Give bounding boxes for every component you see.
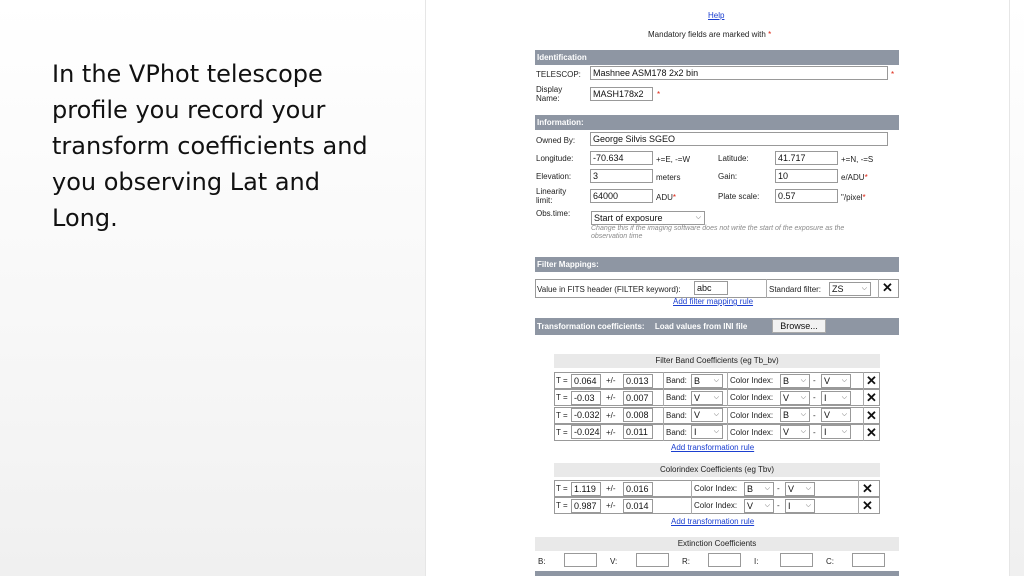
add-transformation-rule-link-2[interactable]: Add transformation rule [671,517,755,526]
display-name-input[interactable]: MASH178x2 [590,87,653,101]
chevron-down-icon: ⌵ [713,428,719,436]
delete-filter-mapping-icon[interactable]: ✕ [882,280,893,295]
elevation-input[interactable]: 3 [590,169,653,183]
obs-time-note-2: observation time [591,233,643,240]
band-select-value: B [694,375,701,386]
chevron-down-icon: ⌵ [800,428,806,436]
slide-caption: In the VPhot telescope profile you record your transform coefficients and you observing Lat and Long. [52,60,368,232]
chevron-down-icon: ⌵ [841,376,847,384]
divider [863,372,864,389]
divider [663,372,664,389]
chevron-down-icon: ⌵ [841,393,847,401]
color-index-first-select-value: B [783,410,790,421]
required-mark: * [864,173,868,182]
color-index-first-select-value: V [783,427,790,438]
chevron-down-icon: ⌵ [805,484,811,492]
error-input[interactable]: 0.013 [623,374,653,388]
color-index-second-select-value: V [788,483,795,494]
color-index-first-select-value: V [783,392,790,403]
obs-time-label: Obs.time: [536,209,571,218]
band-label: Band: [666,410,687,420]
plus-minus-label: +/- [606,393,616,403]
color-index-second-select[interactable] [821,408,851,422]
help-link[interactable]: Help [708,11,725,20]
longitude-hint: +=E, -=W [656,155,691,164]
chevron-down-icon: ⌵ [713,411,719,419]
extinction-input[interactable] [852,553,885,567]
color-index-label: Color Index: [730,427,774,437]
vphot-telescope-profile-form [425,0,1010,576]
color-index-first-select[interactable] [780,425,810,439]
linearity-unit-text: ADU [656,193,673,202]
required-mark: * [657,90,661,99]
t-value-input[interactable]: 0.987 [571,499,601,513]
color-index-first-select[interactable] [744,482,774,496]
color-index-second-select-value: I [824,392,827,403]
error-input[interactable]: 0.007 [623,391,653,405]
telescop-input[interactable]: Mashnee ASM178 2x2 bin [590,66,888,80]
color-index-first-select-value: B [747,483,754,494]
color-index-second-select-value: V [824,410,831,421]
color-index-second-select[interactable] [821,425,851,439]
extinction-input[interactable] [708,553,741,567]
delete-row-icon[interactable]: ✕ [866,407,877,423]
extinction-label: C: [826,557,834,566]
color-index-second-select-value: I [824,427,827,438]
longitude-input[interactable]: -70.634 [590,151,653,165]
elevation-label: Elevation: [536,172,572,181]
divider [863,389,864,406]
transformation-header-text: Transformation coefficients: [537,322,645,331]
latitude-hint: +=N, -=S [841,155,874,164]
divider [863,424,864,441]
color-index-first-select[interactable] [780,391,810,405]
band-label: Band: [666,427,687,437]
delete-row-icon[interactable]: ✕ [866,390,877,406]
dash-label: - [813,410,816,420]
divider [727,372,728,389]
dash-label: - [813,393,816,403]
band-select-value: V [694,392,701,403]
band-select-value: I [694,427,697,438]
chevron-down-icon: ⌵ [764,501,770,509]
error-input[interactable]: 0.014 [623,499,653,513]
latitude-input[interactable]: 41.717 [775,151,838,165]
chevron-down-icon: ⌵ [861,285,867,292]
divider [691,480,692,497]
divider [727,389,728,406]
owned-by-input[interactable]: George Silvis SGEO [590,132,888,146]
filter-band-title: Filter Band Coefficients (eg Tb_bv) [554,354,880,368]
color-index-second-select[interactable] [785,482,815,496]
delete-row-icon[interactable]: ✕ [862,481,873,496]
divider [663,407,664,424]
chevron-down-icon: ⌵ [695,214,701,221]
dash-label: - [777,484,780,493]
required-mark: * [862,193,866,202]
information-header: Information: [535,115,899,130]
mandatory-note [648,30,771,39]
t-value-input[interactable]: -0.032 [571,408,601,422]
divider [858,497,859,514]
band-select-value: V [694,410,701,421]
plus-minus-label: +/- [606,501,616,511]
t-label: T = [556,501,568,511]
color-index-first-select[interactable] [780,408,810,422]
color-index-label: Color Index: [730,376,774,385]
color-index-label: Color Index: [730,410,774,420]
color-index-second-select[interactable] [821,374,851,388]
chevron-down-icon: ⌵ [805,501,811,509]
delete-row-icon[interactable]: ✕ [866,373,877,388]
next-section-bar [535,571,899,576]
chevron-down-icon: ⌵ [800,393,806,401]
color-index-second-select[interactable] [821,391,851,405]
standard-filter-label: Standard filter: [769,285,822,294]
t-value-input[interactable]: -0.024 [571,425,601,439]
linearity-label-2: limit: [536,196,553,205]
plus-minus-label: +/- [606,376,616,385]
elevation-unit: meters [656,173,681,182]
divider [691,497,692,514]
t-value-input[interactable]: 0.064 [571,374,601,388]
t-label: T = [556,427,568,437]
linearity-label-1: Linearity [536,187,567,196]
fits-label: Value in FITS header (FILTER keyword): [537,285,681,294]
chevron-down-icon: ⌵ [800,376,806,384]
extinction-input[interactable] [780,553,813,567]
add-filter-mapping-link[interactable]: Add filter mapping rule [673,297,754,306]
extinction-label: B: [538,557,546,566]
plate-scale-unit-text: "/pixel [841,193,863,202]
divider [727,407,728,424]
color-index-first-select[interactable] [780,374,810,388]
plus-minus-label: +/- [606,427,616,437]
plus-minus-label: +/- [606,484,616,493]
divider [878,279,879,298]
band-label: Band: [666,393,687,403]
color-index-second-select[interactable] [785,499,815,513]
divider [663,389,664,406]
telescop-label: TELESCOP: [536,70,581,79]
t-value-input[interactable]: -0.03 [571,391,601,405]
band-select[interactable] [691,408,723,422]
plus-minus-label: +/- [606,410,616,420]
divider [663,424,664,441]
mandatory-note-text: Mandatory fields are marked with [648,30,766,39]
color-index-label: Color Index: [694,484,738,493]
color-index-first-select-value: B [783,375,790,386]
chevron-down-icon: ⌵ [841,428,847,436]
color-index-second-select-value: V [824,375,831,386]
transformation-header [535,318,899,335]
error-input[interactable]: 0.011 [623,425,653,439]
t-value-input[interactable]: 1.119 [571,482,601,496]
error-input[interactable]: 0.008 [623,408,653,422]
extinction-label: V: [610,557,618,566]
plate-scale-label: Plate scale: [718,192,760,201]
error-input[interactable]: 0.016 [623,482,653,496]
fits-value-input[interactable]: abc [694,281,728,295]
t-label: T = [556,376,568,385]
linearity-unit [656,193,676,202]
colorindex-title: Colorindex Coefficients (eg Tbv) [554,463,880,477]
add-transformation-rule-link[interactable]: Add transformation rule [671,443,755,452]
divider [727,424,728,441]
load-ini-label: Load values from INI file [654,322,748,331]
band-select[interactable] [691,425,723,439]
extinction-input[interactable] [564,553,597,567]
dash-label: - [777,501,780,511]
divider [863,407,864,424]
gain-unit-text: e/ADU [841,173,865,182]
identification-header: Identification [535,50,899,65]
band-select[interactable] [691,374,723,388]
plate-scale-input[interactable]: 0.57 [775,189,838,203]
chevron-down-icon: ⌵ [713,393,719,401]
extinction-label: R: [682,557,690,566]
band-select[interactable] [691,391,723,405]
filter-mappings-header: Filter Mappings: [535,257,899,272]
divider [766,279,767,298]
required-mark: * [891,70,895,79]
chevron-down-icon: ⌵ [800,411,806,419]
color-index-first-select-value: V [747,500,754,511]
dash-label: - [813,427,816,437]
color-index-second-select-value: I [788,500,791,511]
t-label: T = [556,484,568,493]
color-index-first-select[interactable] [744,499,774,513]
band-label: Band: [666,376,687,385]
t-label: T = [556,393,568,403]
extinction-input[interactable] [636,553,669,567]
obs-time-note-1: Change this if the imaging software does not write the start of the exposure as the [591,225,845,232]
browse-button[interactable]: Browse... [772,319,826,333]
plate-scale-unit [841,193,866,202]
t-label: T = [556,410,568,420]
color-index-label: Color Index: [694,501,738,511]
standard-filter-value: ZS [832,284,844,294]
display-name-label-1: Display [536,85,563,94]
display-name-label-2: Name: [536,94,560,103]
delete-row-icon[interactable]: ✕ [866,424,877,440]
gain-input[interactable]: 10 [775,169,838,183]
required-mark: * [768,30,772,39]
dash-label: - [813,376,816,385]
obs-time-value: Start of exposure [594,213,663,223]
chevron-down-icon: ⌵ [713,376,719,384]
gain-unit [841,173,868,182]
gain-label: Gain: [718,172,738,181]
required-mark: * [672,193,677,202]
latitude-label: Latitude: [718,154,749,163]
longitude-label: Longitude: [536,154,574,163]
extinction-label: I: [754,557,759,566]
standard-filter-select[interactable] [829,282,871,296]
chevron-down-icon: ⌵ [841,411,847,419]
owned-by-label: Owned By: [536,136,576,145]
chevron-down-icon: ⌵ [764,484,770,492]
extinction-title: Extinction Coefficients [535,537,899,551]
divider [858,480,859,497]
obs-time-select[interactable] [591,211,705,225]
linearity-input[interactable]: 64000 [590,189,653,203]
color-index-label: Color Index: [730,393,774,403]
delete-row-icon[interactable]: ✕ [862,498,873,514]
